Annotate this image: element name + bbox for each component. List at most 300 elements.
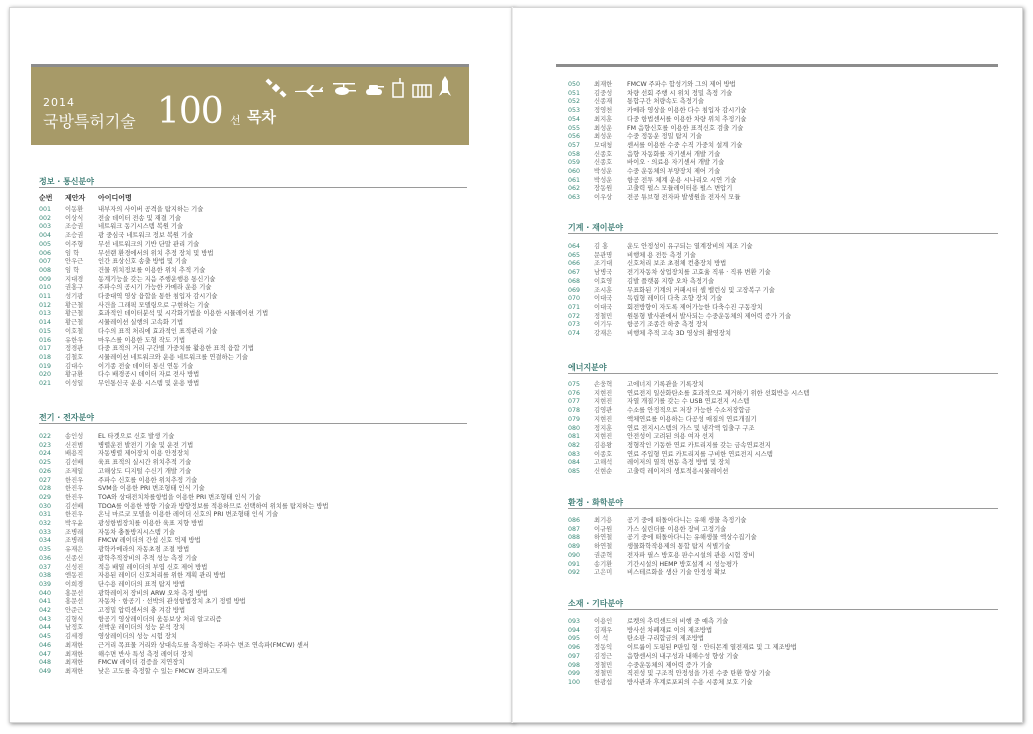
item-no: 079	[568, 415, 581, 423]
list-item	[39, 276, 467, 285]
item-name: 최재한	[65, 641, 84, 649]
column-header-title: 아이디어명	[98, 194, 132, 202]
item-name: 황규환	[65, 371, 84, 379]
item-title: 액체연료를 이용하는 다공성 매질의 연료개질기	[627, 415, 757, 423]
item-no: 045	[39, 633, 52, 641]
item-title: 고해상도 디지털 수신기 개발 기술	[98, 467, 192, 475]
item-no: 030	[39, 502, 52, 510]
list-item	[568, 442, 998, 451]
item-no: 021	[39, 380, 52, 387]
item-no: 010	[39, 284, 52, 292]
list-item	[39, 564, 467, 573]
item-name: 강재은	[594, 330, 613, 337]
item-name: 홍문선	[65, 598, 84, 606]
list-item	[568, 321, 998, 330]
item-name: 성기광	[65, 293, 84, 300]
item-name: 안우근	[65, 258, 84, 266]
item-title: 수중운동체의 제어력 증가 기술	[627, 661, 713, 669]
list-item	[39, 371, 467, 380]
item-no: 082	[568, 441, 581, 449]
list-item	[568, 304, 998, 313]
item-no: 095	[568, 635, 581, 643]
item-title: 수소를 안정적으로 저장 가능한 수소저장합금	[627, 407, 751, 415]
item-no: 011	[39, 293, 52, 300]
item-name: 김선배	[65, 459, 84, 467]
item-name: 지현진	[594, 415, 613, 423]
item-title: 자용된 레이더 신호처리를 위한 계획 관리 방법	[98, 572, 226, 580]
item-no: 020	[39, 371, 52, 379]
list-item	[568, 278, 998, 287]
item-title: 전공 튜브형 전자파 발생원을 전자식 모듈	[627, 194, 741, 202]
item-title: 항공기 조종간 하중 측정 장치	[627, 321, 708, 329]
item-no: 080	[568, 424, 581, 432]
item-no: 041	[39, 598, 52, 606]
item-no: 044	[39, 624, 52, 632]
list-item	[39, 651, 467, 660]
item-no: 089	[568, 543, 581, 551]
item-title: 주파수의 공시기 가능한 카메라 운용 기술	[98, 284, 212, 292]
item-title: 이트륨이 도핑된 P판입 형 · 안티몬계 열전재료 및 그 제조방법	[627, 644, 797, 652]
item-name: 조승권	[65, 232, 84, 240]
item-no: 071	[568, 303, 581, 311]
item-no: 032	[39, 520, 52, 527]
item-no: 088	[568, 534, 581, 542]
list-item	[39, 267, 467, 276]
item-name: 이호철	[65, 327, 84, 335]
item-name: 정철민	[594, 670, 613, 678]
section-divider	[568, 508, 998, 509]
item-title: 회전방향이 자도록 제어가능한 다축수진 구동장치	[627, 303, 763, 311]
item-no: 006	[39, 249, 52, 257]
item-name: 김중성	[594, 89, 613, 97]
list-item	[39, 503, 467, 512]
list-item	[568, 116, 998, 125]
aircraft-icon	[294, 84, 324, 98]
item-title: 고정밀 압력센서의 충 겨감 방법	[98, 607, 186, 614]
item-no: 087	[568, 525, 581, 533]
item-name: 이성일	[65, 380, 84, 387]
item-no: 003	[39, 223, 52, 231]
item-no: 036	[39, 554, 52, 562]
page-fold	[511, 7, 513, 723]
item-title: EL 타겟으로 신호 발생 기술	[98, 433, 175, 440]
item-title: 마우스를 이용한 도형 작도 기법	[98, 336, 186, 344]
item-title: 바이오 · 의료용 자기센서 개발 기술	[627, 159, 725, 167]
item-name: 이대국	[594, 295, 613, 303]
item-title: 통합구간 처량속도 측정기술	[627, 98, 704, 106]
item-no: 055	[568, 124, 581, 132]
item-title: 시뮬레이션 네트워크와 운용 네트워크를 연결하는 기술	[98, 353, 248, 361]
item-name: 권홍구	[65, 284, 84, 292]
item-name: 이규원	[594, 525, 613, 533]
item-title: 다중대역 영상 융합을 통한 침입자 감시기술	[98, 293, 218, 300]
list-item	[39, 232, 467, 241]
list-item	[568, 107, 998, 116]
item-name: 신종호	[594, 159, 613, 167]
list-item	[39, 459, 467, 468]
item-no: 059	[568, 159, 581, 167]
item-name: 김 홍	[594, 243, 609, 250]
item-name: 하연철	[594, 543, 613, 551]
list-item	[568, 662, 998, 671]
banner-suffix: 선	[230, 114, 241, 127]
item-title: 자동차 · 항공기 · 선박의 관성항법장치 초기 정렬 방법	[98, 598, 246, 606]
item-name: 박성운	[594, 176, 613, 184]
item-title: 김발 플랫폼 지향 오차 측정기술	[627, 277, 715, 285]
item-no: 018	[39, 353, 52, 361]
item-name: 정영천	[594, 107, 613, 115]
item-name: 최성운	[594, 124, 613, 132]
item-no: 060	[568, 168, 581, 175]
item-title: 기간시설의 HEMP 방호설계 시 성능평가	[627, 560, 739, 568]
list-item	[568, 381, 998, 390]
item-title: 다중 표적의 거리 구간별 가중치를 활용한 표적 융합 기법	[98, 345, 254, 353]
item-no: 040	[39, 589, 52, 597]
list-item	[568, 269, 998, 278]
list-item	[568, 433, 998, 442]
item-title: 고출력 펄스 모듈레이터용 펄스 변압기	[627, 185, 733, 193]
item-no: 029	[39, 493, 52, 501]
item-no: 052	[568, 98, 581, 106]
item-title: 운도 안정성이 유구되는 열계장비의 제조 기술	[627, 243, 753, 250]
item-no: 094	[568, 626, 581, 634]
item-name: 한진우	[65, 476, 84, 484]
item-title: FM 음향신호를 이용한 표적신호 검출 기술	[627, 124, 744, 132]
list-item	[39, 659, 467, 668]
section-title: 기계 · 재이분야	[568, 223, 623, 232]
list-item	[39, 380, 467, 389]
item-title: 가스 실린더를 이용한 장비 고정기술	[627, 525, 727, 533]
item-no: 001	[39, 206, 52, 213]
item-name: 김세경	[65, 633, 84, 641]
item-name: 유한우	[65, 336, 84, 344]
item-name: 신종신	[65, 554, 84, 562]
item-title: 무표화된 기계의 커패시터 셀 밸런싱 및 고장복구 기술	[627, 286, 775, 294]
item-name: 엔동진	[65, 572, 84, 580]
list-item	[568, 517, 998, 526]
item-no: 058	[568, 150, 581, 158]
item-title: 내부자의 사이버 공격을 탐지하는 기술	[98, 206, 204, 213]
list-item	[39, 354, 467, 363]
item-name: 권준혁	[594, 551, 613, 559]
list-item	[39, 494, 467, 503]
item-no: 072	[568, 312, 581, 320]
item-name: 신성진	[65, 563, 84, 571]
list-item	[39, 668, 467, 677]
right-top-rule	[556, 64, 998, 67]
item-title: 온닉 마르코 모델을 이용한 레이더 신호의 PRI 변조형태 인식 기술	[98, 511, 279, 519]
item-name: 이효영	[594, 277, 613, 285]
item-title: 차량 선회 주행 시 위치 정밀 측정 기술	[627, 89, 733, 97]
item-no: 050	[568, 81, 581, 88]
item-name: 김영관	[594, 407, 613, 415]
item-no: 086	[568, 517, 581, 524]
item-no: 025	[39, 459, 52, 467]
satellite-icon	[265, 78, 287, 98]
item-name: 송인성	[65, 433, 84, 440]
item-name: 정철민	[594, 312, 613, 320]
item-name: 배용직	[65, 450, 84, 458]
item-title: 방사선 차폐재료 이의 제조방법	[627, 626, 713, 634]
item-name: 신종호	[594, 150, 613, 158]
item-name: 지현진	[594, 433, 613, 441]
item-title: 음향센서의 내구성과 내해수성 향상 기술	[627, 652, 739, 660]
list-item	[39, 250, 467, 259]
item-title: 카메라 영상을 이용한 다수 침입자 감시기술	[627, 107, 747, 115]
list-item	[39, 477, 467, 486]
title-banner	[31, 67, 469, 145]
list-item	[568, 260, 998, 269]
item-name: 김재우	[594, 626, 613, 634]
item-name: 김대수	[65, 362, 84, 370]
item-title: 로켓의 추력센드의 비행 중 예측 기술	[627, 618, 729, 625]
section-divider	[568, 609, 998, 610]
item-name: 한광섭	[594, 678, 613, 686]
list-item	[39, 319, 467, 328]
item-title: 전술 데이터 전송 및 재결 기술	[98, 214, 182, 222]
item-no: 039	[39, 580, 52, 588]
item-no: 028	[39, 485, 52, 493]
item-no: 085	[568, 468, 581, 475]
list-item	[568, 185, 998, 194]
item-title: 효과적인 데이터분석 및 시각화기법을 이용한 시뮬레이션 기법	[98, 310, 269, 318]
item-name: 김선배	[65, 502, 84, 510]
item-title: 네트워크 동기시스템 복원 기술	[98, 223, 184, 231]
item-no: 005	[39, 240, 52, 248]
list-item	[39, 520, 467, 529]
item-title: 전자파 필스 방호용 판수시설의 관용 시험 장비	[627, 551, 755, 559]
item-title: 인간 표상신호 송출 방법 및 기술	[98, 258, 188, 266]
item-name: 한진우	[65, 485, 84, 493]
item-no: 098	[568, 661, 581, 669]
item-title: 전기자동차 상업장치를 고효율 직류 · 직류 변환 기술	[627, 269, 771, 277]
item-no: 070	[568, 295, 581, 303]
item-no: 024	[39, 450, 52, 458]
item-name: 조시훈	[594, 286, 613, 294]
item-title: 무선 네트워크의 기반 단말 관리 기술	[98, 240, 200, 248]
item-name: 최재한	[594, 81, 613, 88]
item-title: 병렬운전 발전기 기술 및 운전 기법	[98, 441, 194, 449]
list-item	[568, 670, 998, 679]
item-name: 하연철	[594, 534, 613, 542]
battery-pack-icon	[412, 84, 432, 98]
item-name: 조제일	[65, 467, 84, 475]
item-no: 047	[39, 650, 52, 658]
item-name: 이우상	[594, 194, 613, 202]
item-title: 항공 전투 체계 운용 시나리오 시연 기술	[627, 176, 737, 184]
list-item	[39, 546, 467, 555]
item-name: 이기두	[594, 321, 613, 329]
item-name: 이용인	[594, 618, 613, 625]
item-title: 안전성이 고려된 의용 여자 선지	[627, 433, 715, 441]
item-name: 최기용	[594, 517, 613, 524]
item-no: 042	[39, 607, 52, 614]
banner-title: 국방특허기술	[43, 112, 136, 131]
item-title: 탄소판 구리합금의 제조방법	[627, 635, 704, 643]
list-item	[39, 363, 467, 372]
item-no: 100	[568, 678, 581, 686]
item-title: 정형작인 기동한 연료 카트리지를 갖는 금속연료전지	[627, 441, 771, 449]
item-name: 조승권	[65, 223, 84, 231]
column-header-name: 제안자	[65, 194, 86, 202]
item-title: 광학카메라의 자동초점 조절 방법	[98, 546, 190, 554]
banner-number: 100	[157, 91, 223, 132]
item-no: 081	[568, 433, 581, 441]
item-name: 정동익	[594, 644, 613, 652]
section-title: 정보 · 통신분야	[39, 177, 94, 186]
item-no: 033	[39, 528, 52, 536]
item-no: 099	[568, 670, 581, 678]
list-item	[568, 398, 998, 407]
item-name: 손웅혁	[594, 381, 613, 388]
list-item	[568, 644, 998, 653]
item-no: 069	[568, 286, 581, 294]
item-name: 최재한	[65, 659, 84, 667]
item-name: 김정근	[594, 652, 613, 660]
list-item	[39, 310, 467, 319]
item-title: 수중 운동체의 부양장치 제어 기술	[627, 168, 721, 175]
radio-device-icon	[391, 78, 405, 98]
item-title: 신호처리 보조 초점체 컨충장치 방법	[627, 260, 727, 268]
item-no: 009	[39, 275, 52, 283]
list-item	[39, 284, 467, 293]
item-title: 해수면 반사 특성 측정 레이더 장치	[98, 650, 194, 658]
item-no: 057	[568, 141, 581, 149]
section-title: 소재 · 기타분야	[568, 599, 623, 608]
item-no: 051	[568, 89, 581, 97]
item-no: 035	[39, 546, 52, 554]
item-title: 광학레이저 장비의 ARW 오차 측정 방법	[98, 589, 208, 597]
column-header-no: 순번	[39, 194, 53, 202]
list-item	[568, 543, 998, 552]
item-name: 임 학	[65, 249, 80, 257]
item-title: 방사관과 후계로포피의 수용 시종체 보호 기술	[627, 678, 753, 686]
item-no: 064	[568, 243, 581, 250]
item-no: 077	[568, 398, 581, 406]
item-title: 항공기 영상레이더의 움동보상 처리 알고리즘	[98, 615, 222, 623]
item-title: 센서를 이용한 수중 수직 가중치 설계 기술	[627, 141, 743, 149]
item-no: 049	[39, 667, 52, 675]
item-name: 조병래	[65, 537, 84, 545]
list-item	[39, 581, 467, 590]
item-no: 019	[39, 362, 52, 370]
item-name: 황근철	[65, 301, 84, 309]
helicopter-icon	[331, 82, 357, 98]
item-name: 남병국	[594, 269, 613, 277]
item-no: 043	[39, 615, 52, 623]
item-no: 063	[568, 194, 581, 202]
section-divider	[39, 187, 467, 188]
item-title: 다중 항법센서를 이용한 차량 위치 추정기술	[627, 115, 747, 123]
list-item	[568, 133, 998, 142]
item-no: 038	[39, 572, 52, 580]
list-item	[39, 345, 467, 354]
item-name: 한진우	[65, 511, 84, 519]
item-name: 최재한	[65, 667, 84, 675]
list-item	[568, 425, 998, 434]
list-item	[568, 618, 998, 627]
item-title: TOA와 상대전치차를항법을 이용한 PRI 변조형태 인식 기술	[98, 493, 261, 501]
item-no: 026	[39, 467, 52, 475]
list-item	[39, 642, 467, 651]
list-item	[568, 125, 998, 134]
item-name: 김용왕	[594, 441, 613, 449]
list-item	[39, 293, 467, 302]
list-item	[39, 258, 467, 267]
list-item	[568, 653, 998, 662]
item-no: 068	[568, 277, 581, 285]
item-name: 조기대	[594, 260, 613, 268]
item-name: 임 학	[65, 266, 80, 274]
item-title: FMCW 주파수 합성기와 그의 제어 방법	[627, 81, 736, 88]
item-no: 078	[568, 407, 581, 415]
item-no: 008	[39, 266, 52, 274]
list-item	[39, 337, 467, 346]
item-title: 주파수 신호를 이용한 위치추정 기술	[98, 476, 198, 484]
item-no: 031	[39, 511, 52, 519]
item-title: 육표 표적의 실시간 위치추적 기술	[98, 459, 192, 467]
item-name: 신종재	[594, 98, 613, 106]
item-title: TDOA를 이용한 방향 기술과 방향정보를 적용하므로 선택하여 위치를 탐지하는 방법	[98, 502, 329, 510]
item-name: 지현진	[594, 389, 613, 397]
item-name: 모대청	[594, 141, 613, 149]
item-no: 007	[39, 258, 52, 266]
item-no: 076	[568, 389, 581, 397]
item-name: 한진우	[65, 493, 84, 501]
list-item	[568, 459, 998, 468]
list-item	[568, 635, 998, 644]
item-name: 안준근	[65, 607, 84, 614]
item-title: 연료전지 일산화탄소를 효과적으로 제거하기 위한 선회반응 시스템	[627, 389, 810, 397]
item-no: 075	[568, 381, 581, 388]
item-name: 이대국	[594, 303, 613, 311]
list-item	[39, 607, 467, 616]
item-title: 낮은 고도를 측정할 수 있는 FMCW 전파고도계	[98, 667, 228, 675]
item-title: 자열 개질기를 갖는 수 USB 연료전지 시스템	[627, 398, 750, 406]
item-name: 이 석	[594, 635, 609, 643]
item-no: 084	[568, 459, 581, 467]
item-title: 이기종 전술 데이터 통신 연동 기술	[98, 362, 194, 370]
item-no: 034	[39, 537, 52, 545]
list-item	[568, 159, 998, 168]
item-no: 092	[568, 569, 581, 577]
item-name: 이희경	[65, 580, 84, 588]
banner-year: 2014	[43, 96, 75, 109]
list-item	[568, 416, 998, 425]
item-no: 013	[39, 310, 52, 318]
list-item	[568, 194, 998, 203]
item-title: 광학추적장비의 추적 성능 측정 기술	[98, 554, 198, 562]
item-name: 김형식	[65, 615, 84, 623]
item-no: 074	[568, 330, 581, 337]
item-title: 고출력 레이저의 생토적용시뮬레이션	[627, 468, 729, 475]
list-item	[39, 450, 467, 459]
item-name: 이주형	[65, 240, 84, 248]
item-title: 영상레이더의 성능 시험 장치	[98, 633, 177, 641]
list-item	[39, 206, 467, 215]
item-no: 083	[568, 450, 581, 458]
list-item	[568, 561, 998, 570]
item-title: 광 중심국 네트워크 정보 복원 기술	[98, 232, 194, 240]
list-item	[568, 313, 998, 322]
item-no: 004	[39, 232, 52, 240]
item-title: SVM을 이용한 PRI 변조형태 인식 기술	[98, 485, 205, 493]
item-no: 027	[39, 476, 52, 484]
item-name: 고해석	[594, 459, 613, 467]
list-item	[39, 511, 467, 520]
item-no: 091	[568, 560, 581, 568]
item-name: 이상식	[65, 214, 84, 222]
